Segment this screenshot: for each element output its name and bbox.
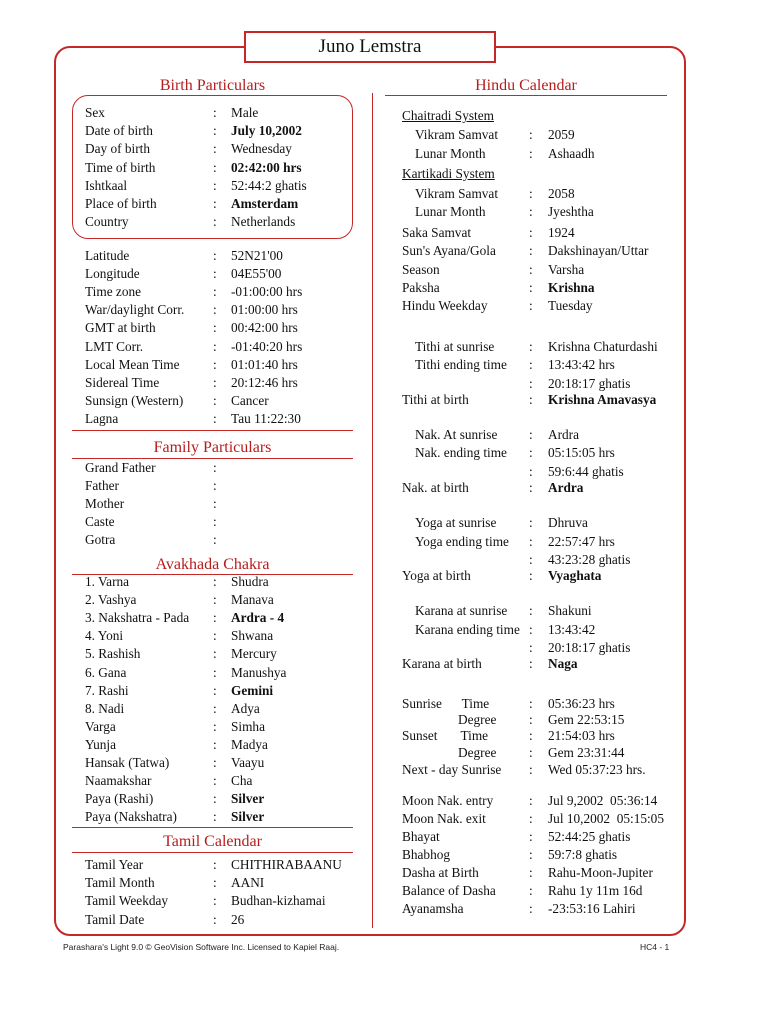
row-value: Jul 9,2002 05:36:14 bbox=[548, 793, 658, 808]
row-value: Male bbox=[231, 105, 259, 120]
row-label: 6. Gana bbox=[85, 664, 127, 680]
row-label: Nak. at birth bbox=[402, 480, 469, 495]
family-particulars-heading: Family Particulars bbox=[153, 439, 272, 456]
row-colon: : bbox=[213, 682, 217, 698]
row-colon: : bbox=[213, 736, 217, 752]
row-label: Sun's Ayana/Gola bbox=[402, 243, 496, 258]
row-colon: : bbox=[529, 568, 533, 583]
row-label: Caste bbox=[85, 514, 115, 529]
row-colon: : bbox=[529, 656, 533, 671]
avakhada-bottom-rule bbox=[72, 827, 353, 828]
row-value: 01:01:40 hrs bbox=[231, 356, 298, 372]
row-label: 2. Vashya bbox=[85, 592, 137, 608]
row-value: Wed 05:37:23 hrs. bbox=[548, 762, 646, 777]
row-label: Paya (Nakshatra) bbox=[85, 809, 177, 825]
row-colon: : bbox=[529, 243, 533, 258]
row-label: Place of birth bbox=[85, 196, 157, 211]
hindu-rule bbox=[385, 95, 667, 96]
row-value: Shudra bbox=[231, 574, 269, 589]
row-colon: : bbox=[529, 728, 533, 743]
row-label: Time of birth bbox=[85, 159, 156, 175]
row-value: Silver bbox=[231, 791, 265, 807]
row-label: Tithi at birth bbox=[402, 392, 469, 407]
row-colon: : bbox=[213, 610, 217, 626]
row-value: Madya bbox=[231, 736, 268, 752]
row-label: Tamil Year bbox=[85, 857, 144, 872]
row-colon: : bbox=[529, 901, 533, 916]
row-label: Season bbox=[402, 262, 440, 277]
row-value: Rahu 1y 11m 16d bbox=[548, 883, 643, 898]
row-value: Shakuni bbox=[548, 603, 592, 618]
row-colon: : bbox=[213, 392, 217, 408]
row-label: 5. Rashish bbox=[85, 646, 141, 662]
row-colon: : bbox=[213, 628, 217, 644]
row-colon: : bbox=[213, 338, 217, 354]
row-value: Cha bbox=[231, 773, 253, 789]
row-label: 3. Nakshatra - Pada bbox=[85, 610, 190, 626]
row-label: Moon Nak. entry bbox=[402, 793, 494, 808]
row-colon: : bbox=[529, 376, 533, 391]
row-value: 13:43:42 bbox=[548, 622, 596, 637]
row-colon: : bbox=[213, 857, 217, 872]
row-value: Tau 11:22:30 bbox=[231, 410, 301, 426]
row-value: 59:7:8 ghatis bbox=[548, 847, 618, 862]
row-value: Mercury bbox=[231, 646, 277, 662]
row-label: Hansak (Tatwa) bbox=[85, 755, 170, 770]
row-label: Tamil Month bbox=[85, 875, 155, 891]
row-colon: : bbox=[529, 480, 533, 495]
row-value: Ardra bbox=[548, 427, 580, 442]
row-label: 1. Varna bbox=[85, 574, 130, 589]
row-colon: : bbox=[213, 773, 217, 789]
row-label: Saka Samvat bbox=[402, 225, 472, 240]
row-label: Kartikadi System bbox=[402, 166, 495, 181]
row-label: Gotra bbox=[85, 532, 116, 547]
row-colon: : bbox=[213, 248, 217, 263]
row-colon: : bbox=[529, 127, 533, 142]
row-colon: : bbox=[529, 622, 533, 637]
row-label: 8. Nadi bbox=[85, 700, 125, 716]
row-value: -23:53:16 Lahiri bbox=[548, 901, 636, 916]
tamil-calendar-heading: Tamil Calendar bbox=[163, 833, 262, 850]
row-label: Longitude bbox=[85, 266, 140, 282]
row-label: Moon Nak. exit bbox=[402, 811, 486, 826]
row-colon: : bbox=[529, 298, 533, 313]
row-value: -01:00:00 hrs bbox=[231, 284, 303, 300]
row-colon: : bbox=[213, 266, 217, 282]
software-credit: Parashara's Light 9.0 © GeoVision Software Inc. Licensed to Kapiel Raaj. bbox=[63, 942, 340, 952]
row-value: Ardra - 4 bbox=[231, 610, 285, 626]
row-value: AANI bbox=[231, 875, 265, 891]
row-colon: : bbox=[529, 225, 533, 240]
row-label: Degree bbox=[458, 712, 497, 727]
birth-particulars-heading: Birth Particulars bbox=[159, 77, 266, 94]
row-value: 02:42:00 hrs bbox=[231, 159, 302, 175]
row-value: Krishna Amavasya bbox=[548, 392, 657, 407]
row-value: 01:00:00 hrs bbox=[231, 302, 298, 318]
row-label: Latitude bbox=[85, 248, 130, 263]
row-colon: : bbox=[213, 356, 217, 372]
row-label: Ishtkaal bbox=[85, 177, 128, 193]
row-value: Adya bbox=[231, 700, 260, 716]
row-colon: : bbox=[529, 552, 533, 567]
row-label: Time zone bbox=[85, 284, 142, 300]
row-value: 2059 bbox=[548, 127, 575, 142]
row-value: Ardra bbox=[548, 480, 584, 495]
row-value: Tuesday bbox=[548, 298, 593, 313]
row-colon: : bbox=[213, 592, 217, 608]
row-label: Dasha at Birth bbox=[402, 865, 479, 880]
row-label: Varga bbox=[85, 718, 116, 734]
row-value: CHITHIRABAANU bbox=[231, 857, 342, 872]
row-colon: : bbox=[529, 793, 533, 808]
row-value: 00:42:00 hrs bbox=[231, 320, 298, 336]
row-value: Wednesday bbox=[231, 141, 292, 157]
row-value: Vaayu bbox=[231, 755, 265, 770]
row-colon: : bbox=[529, 847, 533, 862]
row-label: Lunar Month bbox=[415, 204, 486, 219]
row-label: Tithi at sunrise bbox=[415, 339, 495, 354]
row-colon: : bbox=[213, 893, 217, 909]
row-label: Yoga at birth bbox=[402, 568, 471, 583]
row-value: 43:23:28 ghatis bbox=[548, 552, 631, 567]
row-colon: : bbox=[529, 339, 533, 354]
row-value: 26 bbox=[231, 911, 245, 927]
row-value: 20:12:46 hrs bbox=[231, 374, 298, 390]
row-colon: : bbox=[213, 664, 217, 680]
row-colon: : bbox=[529, 883, 533, 898]
row-label: Date of birth bbox=[85, 123, 153, 139]
row-value: Naga bbox=[548, 656, 578, 671]
row-label: Country bbox=[85, 214, 129, 230]
row-colon: : bbox=[213, 141, 217, 157]
row-colon: : bbox=[529, 865, 533, 880]
row-colon: : bbox=[213, 320, 217, 336]
row-colon: : bbox=[213, 875, 217, 891]
row-colon: : bbox=[213, 374, 217, 390]
row-label: Lunar Month bbox=[415, 146, 486, 161]
row-colon: : bbox=[213, 196, 217, 211]
row-colon: : bbox=[529, 640, 533, 655]
row-label: Vikram Samvat bbox=[415, 127, 499, 142]
row-value: Gem 22:53:15 bbox=[548, 712, 625, 727]
tamil-rule bbox=[72, 852, 353, 853]
row-colon: : bbox=[529, 445, 533, 460]
row-value: Gemini bbox=[231, 682, 274, 698]
row-value: Gem 23:31:44 bbox=[548, 745, 625, 760]
row-label: Lagna bbox=[85, 410, 119, 426]
row-label: 4. Yoni bbox=[85, 628, 124, 644]
row-value: 1924 bbox=[548, 225, 575, 240]
row-label: Bhabhog bbox=[402, 847, 451, 862]
row-label: Nak. At sunrise bbox=[415, 427, 498, 442]
row-colon: : bbox=[213, 700, 217, 716]
row-label: Yoga ending time bbox=[415, 534, 509, 549]
row-label: Ayanamsha bbox=[402, 901, 464, 916]
row-value: Amsterdam bbox=[231, 196, 299, 211]
row-label: Bhayat bbox=[402, 829, 440, 844]
row-label: Sex bbox=[85, 105, 105, 120]
row-value: Rahu-Moon-Jupiter bbox=[548, 865, 653, 880]
row-value: Dakshinayan/Uttar bbox=[548, 243, 649, 258]
row-label: Yunja bbox=[85, 736, 117, 752]
row-label: Balance of Dasha bbox=[402, 883, 496, 898]
row-label: Degree bbox=[458, 745, 497, 760]
row-label: Tamil Date bbox=[85, 911, 145, 927]
family-rule bbox=[72, 458, 353, 459]
row-value: Budhan-kizhamai bbox=[231, 893, 326, 909]
row-colon: : bbox=[213, 123, 217, 139]
row-label: Sidereal Time bbox=[85, 374, 160, 390]
row-value: 22:57:47 hrs bbox=[548, 534, 615, 549]
row-colon: : bbox=[213, 214, 217, 230]
geo-rule bbox=[72, 430, 353, 431]
row-label: Tamil Weekday bbox=[85, 893, 169, 909]
row-label: Hindu Weekday bbox=[402, 298, 488, 313]
row-label: Grand Father bbox=[85, 460, 156, 475]
row-label: Karana at sunrise bbox=[415, 603, 508, 618]
row-colon: : bbox=[529, 603, 533, 618]
row-value: Vyaghata bbox=[548, 568, 602, 583]
row-colon: : bbox=[213, 496, 217, 511]
row-value: Manushya bbox=[231, 664, 287, 680]
row-colon: : bbox=[213, 809, 217, 825]
row-colon: : bbox=[529, 712, 533, 727]
row-label: Paya (Rashi) bbox=[85, 791, 154, 807]
row-colon: : bbox=[213, 159, 217, 175]
row-value: Jul 10,2002 05:15:05 bbox=[548, 811, 664, 826]
page-number: HC4 - 1 bbox=[640, 942, 670, 952]
row-value: Krishna Chaturdashi bbox=[548, 339, 658, 354]
row-colon: : bbox=[529, 280, 533, 295]
row-label: Local Mean Time bbox=[85, 356, 180, 372]
row-colon: : bbox=[213, 410, 217, 426]
row-colon: : bbox=[213, 302, 217, 318]
row-label: Father bbox=[85, 478, 119, 493]
row-value: 59:6:44 ghatis bbox=[548, 464, 624, 479]
hindu-calendar-heading: Hindu Calendar bbox=[475, 77, 577, 94]
row-colon: : bbox=[529, 464, 533, 479]
row-colon: : bbox=[529, 392, 533, 407]
row-value: Krishna bbox=[548, 280, 595, 295]
row-value: Simha bbox=[231, 718, 265, 734]
row-value: Varsha bbox=[548, 262, 585, 277]
row-value: Cancer bbox=[231, 392, 269, 408]
row-colon: : bbox=[213, 177, 217, 193]
row-value: 20:18:17 ghatis bbox=[548, 376, 631, 391]
row-colon: : bbox=[213, 791, 217, 807]
row-value: 2058 bbox=[548, 186, 575, 201]
row-colon: : bbox=[529, 696, 533, 711]
row-colon: : bbox=[529, 762, 533, 777]
avakhada-chakra-heading: Avakhada Chakra bbox=[155, 556, 270, 573]
row-value: 05:15:05 hrs bbox=[548, 445, 615, 460]
row-value: 21:54:03 hrs bbox=[548, 728, 615, 743]
row-colon: : bbox=[529, 186, 533, 201]
row-value: Netherlands bbox=[231, 214, 296, 230]
row-colon: : bbox=[213, 532, 217, 547]
row-label: Paksha bbox=[402, 280, 440, 295]
row-label: Vikram Samvat bbox=[415, 186, 499, 201]
row-value: 20:18:17 ghatis bbox=[548, 640, 631, 655]
row-label: Yoga at sunrise bbox=[415, 515, 497, 530]
row-value: 04E55'00 bbox=[231, 266, 282, 282]
row-value: Silver bbox=[231, 809, 265, 825]
row-label: GMT at birth bbox=[85, 320, 156, 336]
chart-title: Juno Lemstra bbox=[244, 31, 496, 63]
row-colon: : bbox=[529, 427, 533, 442]
row-colon: : bbox=[213, 574, 217, 589]
row-colon: : bbox=[213, 478, 217, 493]
row-label: Karana ending time bbox=[415, 622, 520, 637]
row-value: July 10,2002 bbox=[231, 123, 302, 139]
row-value: Manava bbox=[231, 592, 274, 608]
row-label: Nak. ending time bbox=[415, 445, 507, 460]
row-colon: : bbox=[213, 460, 217, 475]
row-colon: : bbox=[529, 146, 533, 161]
row-label: LMT Corr. bbox=[85, 338, 144, 354]
row-value: 13:43:42 hrs bbox=[548, 357, 615, 372]
row-value: Jyeshtha bbox=[548, 204, 594, 219]
row-label: Sunset Time bbox=[402, 728, 489, 743]
row-value: Ashaadh bbox=[548, 146, 595, 161]
row-colon: : bbox=[213, 718, 217, 734]
row-colon: : bbox=[529, 745, 533, 760]
row-value: -01:40:20 hrs bbox=[231, 338, 303, 354]
row-value: 52N21'00 bbox=[231, 248, 283, 263]
row-label: War/daylight Corr. bbox=[85, 302, 185, 318]
row-colon: : bbox=[213, 105, 217, 120]
row-colon: : bbox=[213, 514, 217, 529]
row-label: 7. Rashi bbox=[85, 682, 129, 698]
row-colon: : bbox=[529, 829, 533, 844]
row-value: 52:44:2 ghatis bbox=[231, 177, 307, 193]
row-label: Mother bbox=[85, 496, 125, 511]
row-label: Naamakshar bbox=[85, 773, 152, 789]
row-label: Day of birth bbox=[85, 141, 150, 157]
row-value: Shwana bbox=[231, 628, 274, 644]
row-label: Next - day Sunrise bbox=[402, 762, 502, 777]
row-label: Sunsign (Western) bbox=[85, 392, 184, 408]
row-label: Chaitradi System bbox=[402, 108, 494, 123]
row-colon: : bbox=[213, 646, 217, 662]
row-colon: : bbox=[213, 755, 217, 770]
row-colon: : bbox=[213, 284, 217, 300]
row-colon: : bbox=[529, 534, 533, 549]
row-value: 52:44:25 ghatis bbox=[548, 829, 631, 844]
row-label: Karana at birth bbox=[402, 656, 482, 671]
row-colon: : bbox=[529, 262, 533, 277]
row-value: Dhruva bbox=[548, 515, 588, 530]
row-colon: : bbox=[529, 515, 533, 530]
row-colon: : bbox=[213, 911, 217, 927]
row-label: Tithi ending time bbox=[415, 357, 507, 372]
row-value: 05:36:23 hrs bbox=[548, 696, 615, 711]
row-label: Sunrise Time bbox=[402, 696, 490, 711]
row-colon: : bbox=[529, 811, 533, 826]
row-colon: : bbox=[529, 204, 533, 219]
row-colon: : bbox=[529, 357, 533, 372]
column-divider bbox=[372, 93, 373, 928]
